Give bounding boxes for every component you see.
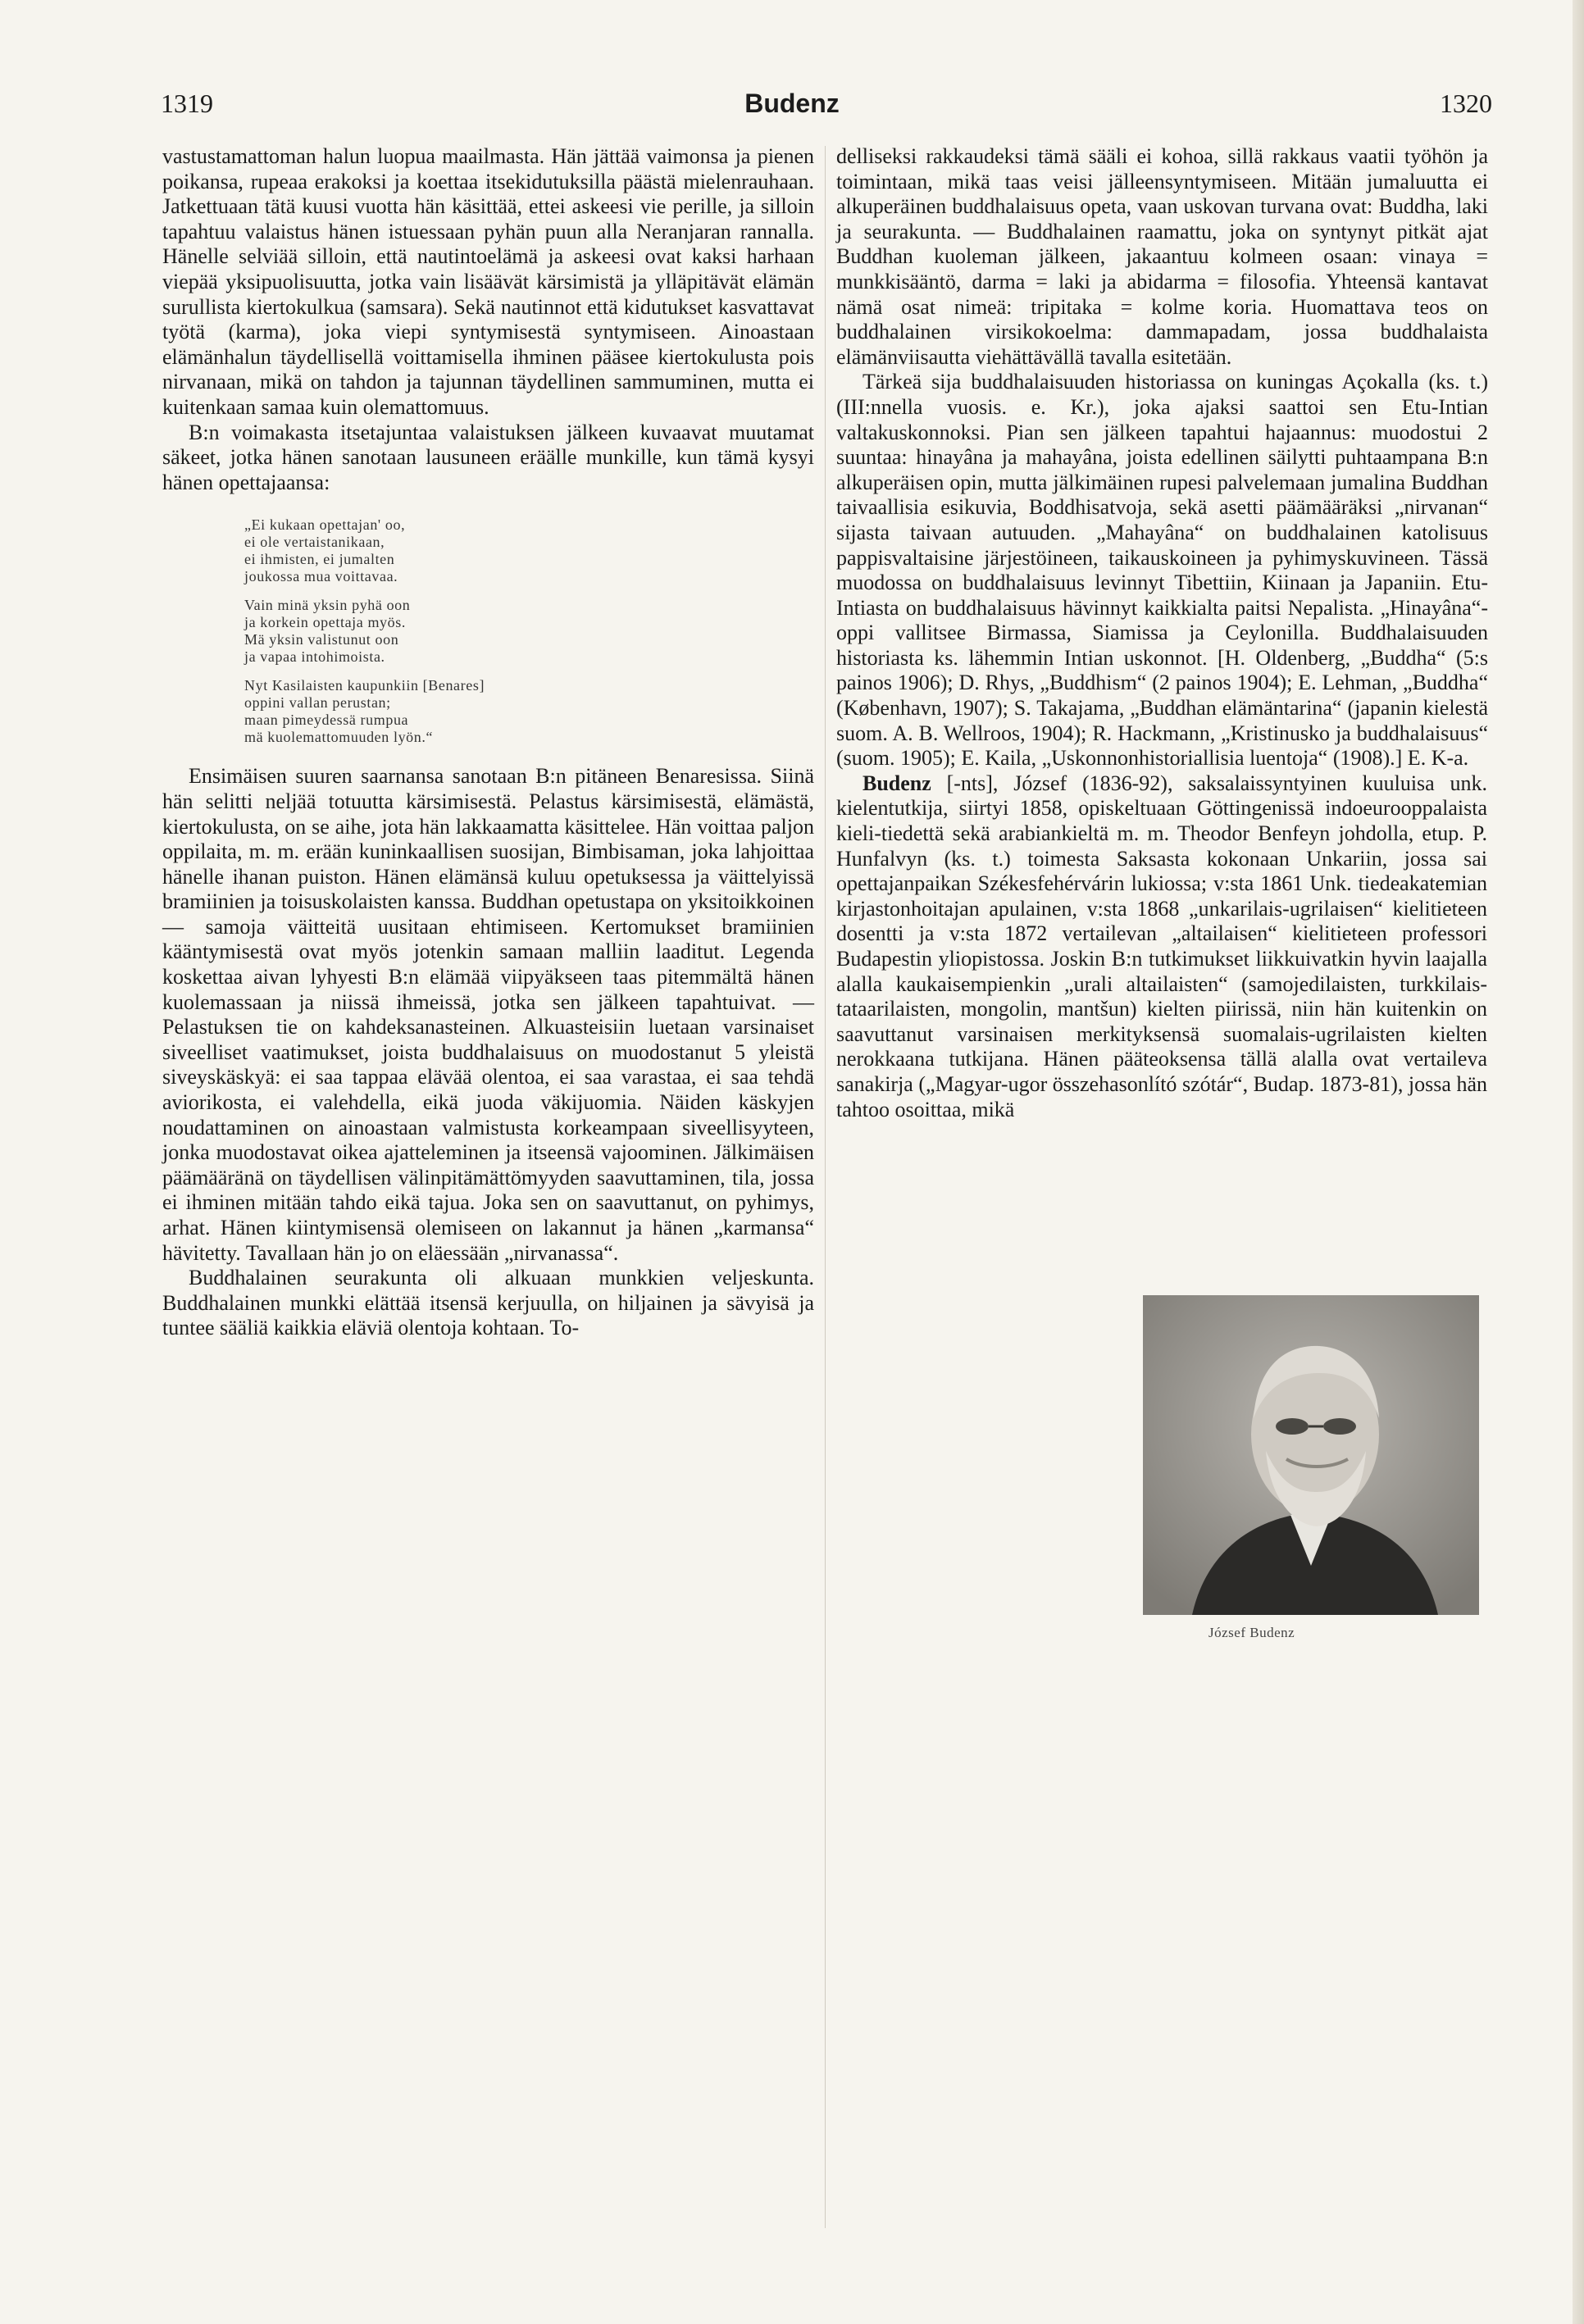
poem-line: Nyt Kasilaisten kaupunkiin [Benares] bbox=[244, 677, 485, 694]
poem-line: ei ole vertaistanikaan, bbox=[244, 534, 385, 551]
left-paragraph-3: Ensimäisen suuren saarnansa sanotaan B:n pitäneen Benaresissa. Siinä hän selitti neljää totuutta kärsimisestä. Pelastus kärsimisestä, elämästä, kiertokulusta, on se aihe, jota hän lakkaamatta käsittelee. Hän voittaa paljon oppilaita, m. m. erään kuninkaallisen suosijan, Bimbisaman, joka lahjoittaa hänelle ihanan puiston. Hänen elämänsä kuluu opetuksessa ja väittelyissä bramiinien ja toisuskolaisten kanssa. Buddhan opetustapa on yksitoikkoinen — samoja väitteitä uusitaan ehtimiseen. Kertomukset bramiinien kääntymisestä ovat myös jotenkin samaan malliin laaditut. Legenda koskettaa aivan lyhyesti B:n elämää viipyäkseen taas pitemmältä hänen kuolemassaan ja niissä ihmeissä, jotka sen jälkeen tapahtuivat. — Pelastuksen tie on kahdeksanasteinen. Alkuasteisiin luetaan varsinaiset siveelliset vaatimukset, joista buddhalaisuus on muodostanut 5 yleistä siveyskäskyä: ei saa tappaa elävää olentoa, ei saa varastaa, ei saa tehdä aviorikosta, ei valehdella, eikä juoda väkijuomia. Näiden käskyjen noudattaminen on ainoastaan valmistusta korkeampaan siveellisyyteen, jonka muodostavat oikea ajatteleminen ja itseensä vajoominen. Jälkimäisen päämääränä on täydellisen välinpitämättömyyden saavuttaminen, tila, jossa ei ihminen mitään tahdo eikä tajua. Joka sen on saavuttanut, on pyhimys, arhat. Hänen kiintymisensä olemiseen on lakannut ja hänen „karmansa“ hävitetty. Tavallaan hän jo on eläessään „nirvanassa“. bbox=[162, 764, 814, 1265]
budenz-entry bbox=[836, 771, 1488, 1122]
page-number-right: 1320 bbox=[1440, 89, 1492, 118]
poem-line: joukossa mua voittavaa. bbox=[244, 568, 398, 585]
left-paragraph-1: vastustamattoman halun luopua maailmasta. Hän jättää vaimonsa ja pienen poikansa, rupeaa erakoksi ja koettaa itsekidutuksilla päästä mielenrauhaan. Jatkettuaan tätä kuusi vuotta hän käsittää, ettei askeesi vie perille, ja silloin tapahtuu valaistus hänen istuessaan pyhän puun alla Neranjaran rannalla. Hänelle selviää silloin, että nautintoelämä ja askeesi ovat kaksi harhaan viepää yksipuolisuutta, jotka vain lisäävät kärsimistä ja ylläpitävät elämän surullista kiertokulkua (samsara). Sekä nautinnot että kidutukset kasvattavat työtä (karma), joka viepi syntymisestä syntymiseen. Ainoastaan elämänhalun täydellisellä voittamisella ihminen pääsee kiertokulusta pois nirvanaan, mikä on tahdon ja tajunnan täydellinen sammuminen, mutta ei kuitenkaan samaa kuin olemattomuus. bbox=[162, 144, 814, 419]
poem-line: ei ihmisten, ei jumalten bbox=[244, 551, 395, 568]
poem-line: ja korkein opettaja myös. bbox=[244, 614, 406, 631]
column-divider bbox=[825, 146, 826, 2228]
left-column bbox=[162, 144, 814, 1341]
page-number-left: 1319 bbox=[161, 89, 213, 118]
portrait-caption: József Budenz bbox=[1208, 1625, 1295, 1640]
poem-line: ja vapaa intohimoista. bbox=[244, 648, 385, 666]
portrait-spacer-offset bbox=[1487, 771, 1488, 1295]
entry-headword: Budenz bbox=[863, 771, 931, 795]
poem-line: oppini vallan perustan; bbox=[244, 694, 391, 712]
poem-line: „Ei kukaan opettajan' oo, bbox=[244, 516, 406, 534]
left-paragraph-2: B:n voimakasta itsetajuntaa valaistuksen jälkeen kuvaavat muutamat säkeet, jotka hänen sanotaan lausuneen eräälle munkille, kun tämä kysyi hänen opettajaansa: bbox=[162, 420, 814, 494]
poem-line: Vain minä yksin pyhä oon bbox=[244, 597, 411, 614]
poem-line: mä kuolemattomuuden lyön.“ bbox=[244, 729, 434, 746]
right-paragraph-2: Tärkeä sija buddhalaisuuden historiassa on kuningas Açokalla (ks. t.) (III:nnella vuosis. e. Kr.), joka ajaksi saattoi sen Etu-Intian valtakuskonnoksi. Pian sen jälkeen tapahtui hajaannus: muodostui 2 suuntaa: hinayâna ja mahayâna, joista edellinen säilytti puhtaampana B:n alkuperäisen opin, mutta jälkimäinen rupesi palvelemaan jumalina Buddhan taivaallisia esikuvia, Boddhisatvoja, sekä asetti päämääräksi „nirvanan“ sijasta taivaan autuuden. „Mahayâna“ on buddhalainen katolisuus pappisvaltaisine järjestöineen, taikauskoineen ja pyhimyskuvineen. Tässä muodossa on buddhalaisuus levinnyt Tibettiin, Kiinaan ja Japaniin. Etu-Intiasta on buddhalaisuus hävinnyt kaikkialta paitsi Nepalista. „Hinayâna“-oppi vallitsee Birmassa, Siamissa ja Ceylonilla. Buddhalaisuuden historiasta ks. lähemmin Intian uskonnot. [H. Oldenberg, „Buddha“ (5:s painos 1906); D. Rhys, „Buddhism“ (2 painos 1904); E. Lehman, „Buddha“ (København, 1907); S. Takajama, „Buddhan elämäntarina“ (japanin kielestä suom. A. B. Wellroos, 1904); R. Hackmann, „Kristinusko ja buddhalaisuus“ (suom. 1905); E. Kaila, „Uskonnonhistoriallisia luentoja“ (1908).] E. K-a. bbox=[836, 370, 1488, 771]
page-edge bbox=[1573, 0, 1584, 2324]
portrait-figure bbox=[1118, 1295, 1487, 1648]
poem-stanza bbox=[244, 516, 814, 585]
entry-text: [-nts], József (1836-92), saksalaissyntyinen kuuluisa unk. kielentutkija, siirtyi 1858, opiskeltuaan Göttingenissä indoeurooppalaista kieli-tiedettä sekä arabiankieltä m. m. Theodor Benfeyn johdolla, etup. P. Hunfalvyn (ks. t.) toimesta Saksasta kokonaan Unkariin, jossa sai opettajanpaikan Székesfehérvárin lukiossa; v:sta 1861 Unk. tiedeakatemian kirjastonhoitajan apulainen, v:sta 1868 „unkarilais-ugrilaisen“ kielitieteen dosentti ja v:sta 1872 vertailevan „altailaisen“ kielitieteen professori Budapestin yliopistossa. Joskin B:n tutkimukset liikkuivatkin hyvin laajalla alalla kaukaisempienkin „urali altailaisten“ (samojedilaisten, turkkilais-tataarilaisten, mongolin, mantšun) kielten piirissä, niin hän kuitenkin on saavuttanut varsinaisen merkityksensä suomalais-ugrilaisten kielten nerokkaana tutkijana. Hänen pääteoksensa tällä alalla ovat vertaileva sanakirja („Magyar-ugor összehasonlító szótár“, Budap. 1873-81), jossa hän tahtoo osoittaa, mikä bbox=[836, 771, 1487, 1121]
poem-stanza bbox=[244, 597, 814, 666]
right-paragraph-1: delliseksi rakkaudeksi tämä sääli ei kohoa, sillä rakkaus vaatii työhön ja toimintaan, mikä taas veisi jälleensyntymiseen. Mitään jumaluutta ei alkuperäinen buddhalaisuus opeta, vaan uskovan turvana ovat: Buddha, laki ja seurakunta. — Buddhalainen raamattu, joka on syntynyt pitkät ajat Buddhan kuoleman jälkeen, jakaantuu kolmeen osaan: vinaya = munkkisääntö, darma = laki ja abidarma = filosofia. Yhteensä kantavat nämä osat nimeä: tripitaka = kolme koria. Huomattava teos on buddhalainen virsikokoelma: dammapadam, jossa buddhalaista elämänviisautta viehättävällä tavalla esitetään. bbox=[836, 144, 1488, 369]
poem-line: maan pimeydessä rumpua bbox=[244, 712, 409, 729]
running-title: Budenz bbox=[744, 89, 840, 118]
poem-line: Mä yksin valistunut oon bbox=[244, 631, 399, 648]
poem-stanza bbox=[244, 677, 814, 746]
poem-quote bbox=[244, 516, 814, 746]
portrait-image bbox=[1143, 1295, 1479, 1615]
page-header bbox=[0, 89, 1584, 121]
left-paragraph-4: Buddhalainen seurakunta oli alkuaan munkkien veljeskunta. Buddhalainen munkki elättää itsensä kerjuulla, on hiljainen ja sävyisä ja tuntee sääliä kaikkia eläviä olentoja kohtaan. To- bbox=[162, 1266, 814, 1340]
